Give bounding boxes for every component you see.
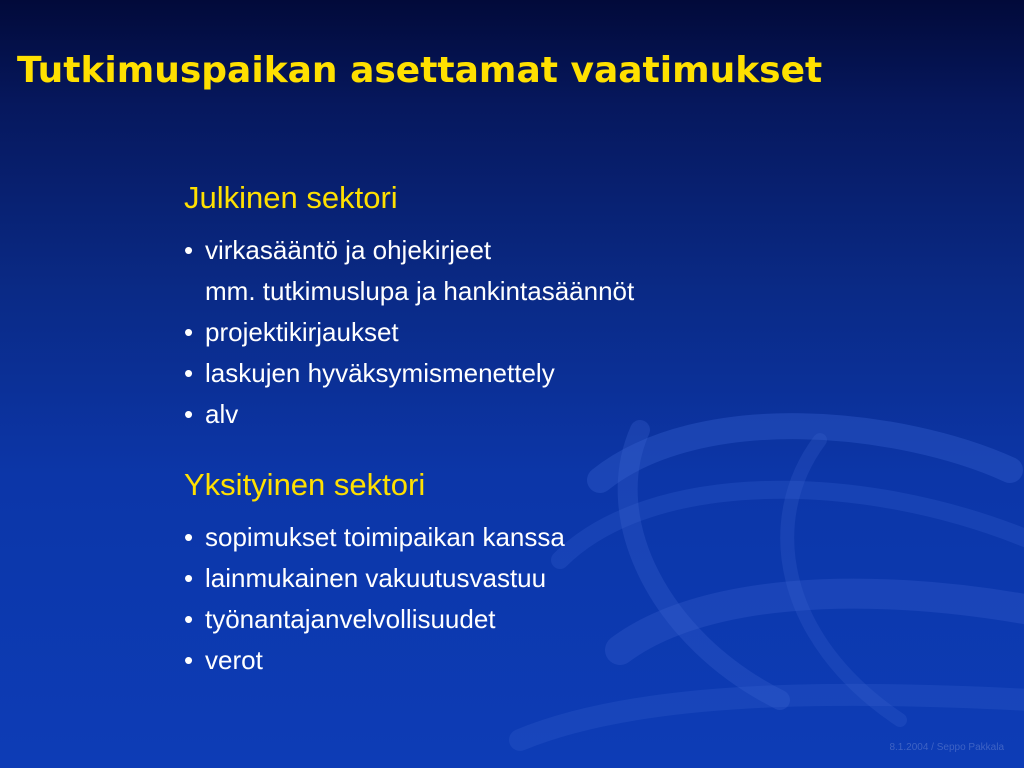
bullet-icon: • bbox=[184, 317, 194, 347]
bullet-icon: • bbox=[184, 522, 194, 552]
bullet-icon: • bbox=[184, 235, 194, 265]
footer-date-author: 8.1.2004 / Seppo Pakkala bbox=[889, 742, 1004, 753]
list-item-text: virkasääntö ja ohjekirjeet bbox=[205, 235, 492, 265]
bullet-icon: • bbox=[184, 399, 194, 429]
list-item-text: sopimukset toimipaikan kanssa bbox=[205, 522, 565, 552]
bullet-list bbox=[184, 517, 984, 681]
list-item bbox=[184, 517, 984, 558]
list-item-text: työnantajanvelvollisuudet bbox=[205, 604, 496, 634]
list-item bbox=[184, 640, 984, 681]
list-item bbox=[184, 353, 984, 394]
section-private-sector bbox=[184, 461, 984, 681]
bullet-icon: • bbox=[184, 604, 194, 634]
list-item-text: alv bbox=[205, 399, 239, 429]
list-item-text: laskujen hyväksymismenettely bbox=[205, 358, 555, 388]
bullet-icon: • bbox=[184, 563, 194, 593]
list-item-text: lainmukainen vakuutusvastuu bbox=[205, 563, 547, 593]
bullet-icon: • bbox=[184, 358, 194, 388]
list-item-text: verot bbox=[205, 645, 263, 675]
section-public-sector bbox=[184, 174, 984, 435]
list-item-text: projektikirjaukset bbox=[205, 317, 399, 347]
list-item bbox=[184, 312, 984, 353]
section-heading: Julkinen sektori bbox=[184, 180, 398, 215]
list-item-text: mm. tutkimuslupa ja hankintasäännöt bbox=[205, 276, 635, 306]
list-item bbox=[184, 394, 984, 435]
list-item bbox=[184, 599, 984, 640]
list-item bbox=[184, 558, 984, 599]
list-item bbox=[184, 230, 984, 271]
slide-title: Tutkimuspaikan asettamat vaatimukset bbox=[17, 50, 823, 91]
list-item-continuation bbox=[184, 271, 984, 312]
section-heading: Yksityinen sektori bbox=[184, 467, 426, 502]
bullet-icon: • bbox=[184, 645, 194, 675]
slide-content bbox=[184, 174, 984, 681]
bullet-list bbox=[184, 230, 984, 435]
